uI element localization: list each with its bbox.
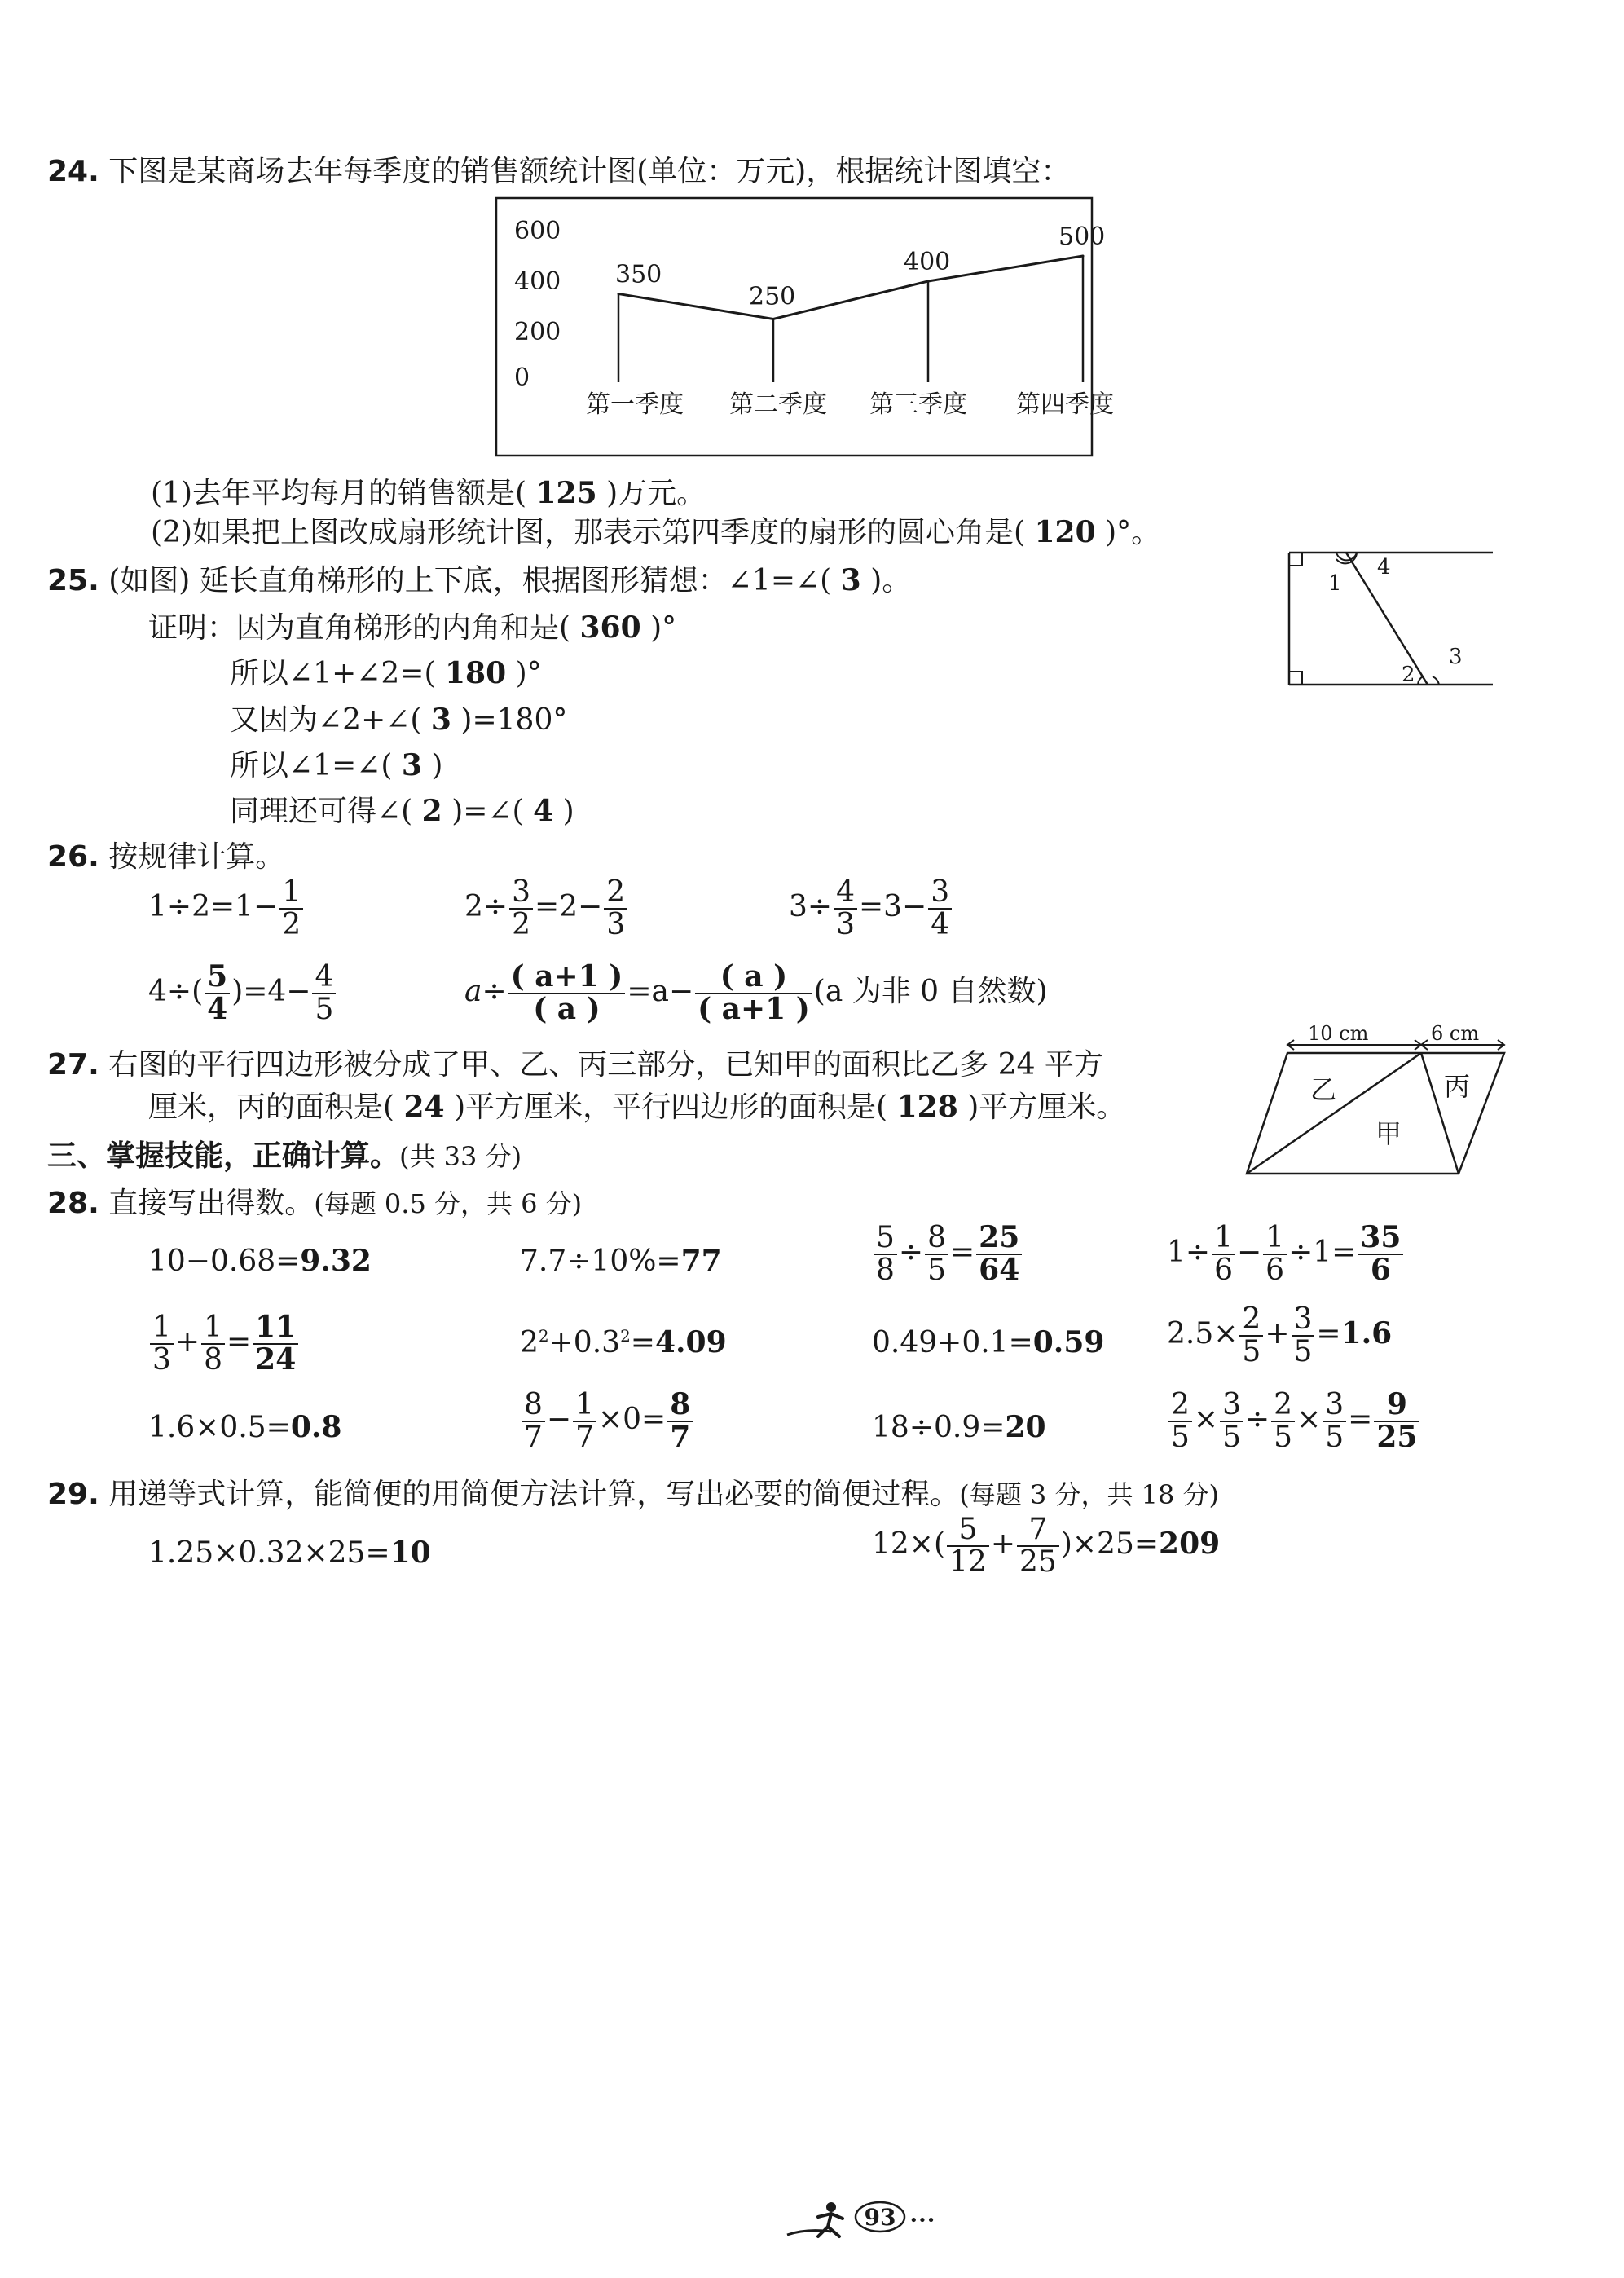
category-label: 第一季度	[586, 390, 684, 419]
prefix: 1÷	[1167, 1235, 1211, 1269]
denominator: 25	[1019, 1544, 1057, 1579]
q25-line1	[47, 557, 911, 599]
numerator: 2	[1271, 1390, 1295, 1422]
q25-l1-prefix: (如图) 延长直角梯形的上下底，根据图形猜想：∠1=∠(	[108, 564, 832, 597]
region-yi-label: 乙	[1310, 1074, 1337, 1105]
answer-fraction	[667, 1387, 693, 1454]
numerator: 5	[874, 1223, 897, 1255]
fraction	[925, 1223, 948, 1286]
data-label: 250	[749, 282, 796, 311]
data-point	[1082, 255, 1085, 258]
q25-l3-suffix: )°	[515, 657, 542, 690]
operator: −	[1236, 1235, 1262, 1269]
operator: ×	[1193, 1402, 1219, 1436]
data-point	[927, 280, 930, 283]
numerator: 3	[1220, 1390, 1243, 1422]
fraction	[947, 1514, 989, 1578]
numerator: 2	[1239, 1304, 1263, 1337]
denominator: 7	[670, 1419, 691, 1454]
q25-line6	[230, 788, 574, 830]
q29-note: (每题 3 分，共 18 分)	[959, 1479, 1219, 1510]
numerator: 8	[667, 1390, 693, 1422]
q25-l4-suffix: )=180°	[460, 703, 568, 737]
q26-expr3	[789, 877, 953, 941]
q28-r2c3	[872, 1325, 1104, 1359]
q26-e3-middle: =3−	[858, 889, 927, 923]
q25-l2-suffix: )°	[650, 611, 677, 645]
suffix: ÷1=	[1288, 1235, 1357, 1269]
q27-l2-suffix: )平方厘米。	[967, 1091, 1126, 1124]
denominator: 3	[836, 907, 855, 941]
denominator: 64	[979, 1252, 1020, 1287]
q28-r2c2	[520, 1325, 727, 1359]
q27-l2-prefix: 厘米，丙的面积是(	[148, 1091, 395, 1124]
fraction	[1212, 1223, 1235, 1286]
angle-label-3: 3	[1449, 645, 1463, 669]
prefix: 12×(	[872, 1527, 946, 1561]
numerator: 1	[201, 1312, 225, 1345]
region-jia-label: 甲	[1375, 1118, 1402, 1149]
q27-answer2: 128	[896, 1090, 958, 1124]
fraction	[928, 877, 952, 941]
right-angle-mark-bottom	[1289, 672, 1302, 685]
region-bing-label: 丙	[1444, 1071, 1471, 1102]
q27-l2-middle: )平方厘米，平行四边形的面积是(	[454, 1091, 888, 1124]
page-number: 93	[864, 2204, 896, 2231]
denominator: 5	[927, 1253, 946, 1287]
equals: =	[630, 1326, 655, 1359]
q25-l6-answer1: 2	[421, 794, 442, 828]
q26-expr1	[148, 877, 305, 941]
q27-answer1: 24	[403, 1090, 445, 1124]
operator: ÷	[898, 1235, 924, 1269]
denominator: 6	[1214, 1253, 1233, 1287]
q25-l6-suffix: )	[562, 795, 574, 828]
category-label: 第二季度	[729, 390, 827, 419]
y-tick-label: 0	[514, 364, 530, 392]
q28-r3c4	[1167, 1387, 1421, 1454]
section3-score: (共 33 分)	[399, 1141, 522, 1172]
q24-stem	[47, 148, 1070, 190]
q26-expr4	[148, 959, 337, 1026]
fraction	[834, 877, 857, 941]
fraction	[509, 877, 533, 941]
fraction	[1017, 1514, 1059, 1578]
q26-e3-prefix: 3÷	[789, 889, 833, 923]
operator: +	[1265, 1316, 1290, 1350]
answer: 10	[389, 1536, 431, 1570]
denominator: 7	[524, 1420, 543, 1454]
denominator: 12	[949, 1544, 987, 1579]
numerator: 9	[1374, 1390, 1419, 1422]
numerator: 1	[279, 877, 303, 910]
expression: 7.7÷10%=	[520, 1245, 681, 1278]
denominator: 3	[606, 907, 626, 941]
expression: 18÷0.9=	[872, 1411, 1006, 1444]
q25-l3-answer: 180	[444, 656, 507, 690]
denominator: 5	[1242, 1334, 1261, 1368]
q25-l1-suffix: )。	[870, 564, 912, 597]
answer-fraction	[205, 959, 230, 1026]
y-tick-label: 600	[514, 217, 561, 245]
numerator: ( a )	[695, 962, 812, 994]
fraction	[279, 877, 303, 941]
q25-l6-middle: )=∠(	[451, 795, 524, 828]
denominator: 5	[1171, 1420, 1190, 1454]
q24-sub2-answer: 120	[1034, 515, 1096, 549]
numerator: 1	[1263, 1223, 1287, 1255]
denominator: 8	[204, 1342, 222, 1377]
q25-l3-prefix: 所以∠1+∠2=(	[230, 657, 436, 690]
q28-note: (每题 0.5 分，共 6 分)	[314, 1188, 583, 1219]
q25-l4-answer: 3	[430, 703, 451, 737]
expression: 1.6×0.5=	[148, 1411, 291, 1444]
numerator: 8	[522, 1390, 545, 1422]
q26-number: 26.	[47, 840, 99, 874]
numerator: 5	[947, 1514, 989, 1547]
equals: =	[1348, 1402, 1373, 1436]
q28-r2c4	[1167, 1304, 1392, 1368]
base: 2	[520, 1326, 539, 1359]
q29-text: 用递等式计算，能简便的用简便方法计算，写出必要的简便过程。	[108, 1478, 960, 1511]
q25-l5-suffix: )	[431, 749, 443, 782]
denominator: 5	[1274, 1420, 1293, 1454]
numerator: 5	[205, 962, 230, 994]
right-angle-mark-top	[1289, 553, 1302, 566]
q25-line2	[148, 605, 676, 646]
numerator: 1	[150, 1312, 174, 1345]
section3-title: 三、掌握技能，正确计算。	[47, 1139, 400, 1173]
q25-line3	[230, 650, 542, 692]
operator: +	[174, 1324, 200, 1359]
fraction	[522, 1390, 545, 1453]
numerator: 3	[509, 877, 533, 910]
fraction	[1168, 1390, 1192, 1453]
denominator: 25	[1376, 1419, 1418, 1454]
parallelogram-figure	[1239, 1022, 1516, 1183]
denominator: ( a )	[533, 991, 601, 1026]
answer-fraction	[695, 959, 812, 1026]
fraction	[201, 1312, 225, 1376]
operator: ÷	[1244, 1402, 1270, 1436]
data-label: 350	[615, 260, 662, 289]
answer: 0.59	[1032, 1325, 1105, 1359]
answer: 77	[680, 1244, 722, 1278]
expression: 10−0.68=	[148, 1245, 301, 1278]
q27-number: 27.	[47, 1048, 99, 1082]
q25-l2-answer: 360	[579, 610, 641, 645]
denominator: 5	[315, 992, 334, 1026]
angle3-arc	[1433, 676, 1439, 685]
footer-dots: •••	[909, 2212, 935, 2229]
q24-sub1-prefix: (1)去年平均每月的销售额是(	[151, 477, 527, 510]
fraction	[1323, 1390, 1346, 1453]
prefix: 2.5×	[1167, 1316, 1239, 1350]
q28-r1c3	[872, 1220, 1023, 1287]
q28-r1c2	[520, 1244, 722, 1278]
operator: −	[546, 1402, 572, 1436]
fraction	[874, 1223, 897, 1286]
denominator: 2	[282, 907, 301, 941]
q26-e2-middle: =2−	[534, 889, 603, 923]
q28-stem	[47, 1180, 582, 1222]
q29-number: 29.	[47, 1478, 99, 1511]
category-label: 第三季度	[869, 390, 967, 419]
answer: 20	[1005, 1410, 1046, 1444]
denominator: 7	[575, 1420, 594, 1454]
denominator: 8	[876, 1253, 895, 1287]
angle-label-2: 2	[1402, 663, 1415, 687]
answer-fraction	[976, 1220, 1022, 1287]
denominator: 6	[1370, 1252, 1391, 1287]
q24-sub2-prefix: (2)如果把上图改成扇形统计图，那表示第四季度的扇形的圆心角是(	[151, 516, 1026, 549]
numerator: 3	[1292, 1304, 1315, 1337]
q29-expr1	[148, 1536, 431, 1570]
q28-r3c1	[148, 1410, 341, 1444]
fraction	[573, 1390, 596, 1453]
q26-stem	[47, 834, 284, 875]
answer: 9.32	[300, 1244, 372, 1278]
numerator: ( a+1 )	[508, 962, 626, 994]
q28-r2c1	[148, 1312, 300, 1376]
answer-fraction	[1358, 1220, 1403, 1287]
fraction	[1292, 1304, 1315, 1368]
fraction	[1263, 1223, 1287, 1286]
q25-l5-prefix: 所以∠1=∠(	[230, 749, 393, 782]
fraction	[1239, 1304, 1263, 1368]
q24-sub1-answer: 125	[535, 476, 597, 510]
q29-stem	[47, 1471, 1219, 1513]
trapezoid-figure	[1279, 544, 1499, 691]
numerator: 2	[604, 877, 627, 910]
section3-heading	[47, 1133, 522, 1174]
denominator: 6	[1265, 1253, 1285, 1287]
equals: =	[949, 1235, 975, 1269]
denominator: 4	[931, 907, 950, 941]
q26-e5-note: (a 为非 0 自然数)	[813, 974, 1048, 1008]
fraction	[1271, 1390, 1295, 1453]
fraction	[1220, 1390, 1243, 1453]
angle2-arc	[1418, 676, 1423, 685]
denominator: 5	[1293, 1334, 1313, 1368]
dim-label-6cm: 6 cm	[1431, 1022, 1480, 1045]
q27-line2	[148, 1084, 1125, 1126]
q25-l5-answer: 3	[401, 748, 422, 782]
q25-line5	[230, 742, 442, 784]
exponent: 2	[538, 1326, 549, 1346]
q27-line1	[47, 1042, 1103, 1083]
numerator: 4	[834, 877, 857, 910]
suffix: )×25=	[1060, 1527, 1160, 1561]
q25-line4	[230, 697, 567, 738]
expression: 0.49+0.1=	[872, 1326, 1033, 1359]
numerator: 1	[573, 1390, 596, 1422]
q28-r3c3	[872, 1410, 1046, 1444]
numerator: 3	[928, 877, 952, 910]
q26-e4-prefix: 4÷(	[148, 974, 204, 1008]
q28-r1c1	[148, 1244, 372, 1278]
fraction	[604, 877, 627, 941]
q26-expr2	[464, 877, 629, 941]
numerator: 35	[1358, 1223, 1403, 1255]
q28-r3c2	[520, 1387, 694, 1454]
numerator: 4	[312, 962, 336, 994]
operator: ×	[1296, 1402, 1322, 1436]
diagonal-line	[1247, 1053, 1421, 1174]
q28-number: 28.	[47, 1187, 99, 1220]
operator: +	[990, 1527, 1016, 1561]
suffix: ×0=	[597, 1402, 667, 1436]
q24-text: 下图是某商场去年每季度的销售额统计图(单位：万元)，根据统计图填空：	[108, 155, 1071, 188]
numerator: 8	[925, 1223, 948, 1255]
answer-fraction	[508, 959, 626, 1026]
numerator: 3	[1323, 1390, 1346, 1422]
answer-fraction	[253, 1312, 298, 1376]
series-line	[618, 256, 1083, 319]
fraction	[312, 962, 336, 1025]
answer: 0.8	[290, 1410, 342, 1444]
q24-number: 24.	[47, 155, 99, 188]
answer: 209	[1159, 1526, 1221, 1561]
q29-expr2	[872, 1514, 1220, 1578]
q26-text: 按规律计算。	[108, 840, 285, 874]
denominator: 5	[1325, 1420, 1345, 1454]
denominator: ( a+1 )	[698, 991, 810, 1026]
chart-marks	[514, 217, 1114, 419]
q24-sub2	[151, 509, 1160, 551]
numerator: 11	[253, 1312, 298, 1345]
q26-e2-prefix: 2÷	[464, 889, 508, 923]
q24-sub1	[151, 470, 706, 512]
q25-l2-prefix: 证明：因为直角梯形的内角和是(	[148, 611, 571, 645]
q25-l4-prefix: 又因为∠2+∠(	[230, 703, 422, 737]
q26-e5-prefix: a÷	[464, 974, 507, 1008]
q27-l1-text: 右图的平行四边形被分成了甲、乙、丙三部分，已知甲的面积比乙多 24 平方	[108, 1048, 1103, 1082]
data-point	[618, 293, 620, 295]
q28-r1c4	[1167, 1220, 1405, 1287]
data-label: 500	[1058, 223, 1106, 251]
expression: 1.25×0.32×25=	[148, 1536, 390, 1570]
data-label: 400	[904, 248, 951, 276]
category-label: 第四季度	[1016, 390, 1114, 419]
denominator: 5	[1222, 1420, 1241, 1454]
page-footer	[782, 2192, 962, 2249]
q28-text: 直接写出得数。	[108, 1187, 315, 1220]
equals: =	[1316, 1316, 1341, 1350]
q26-expr5	[464, 959, 1048, 1026]
y-tick-label: 400	[514, 267, 561, 296]
q24-sub2-suffix: )°。	[1105, 516, 1161, 549]
q26-e1-prefix: 1÷2=1−	[148, 889, 279, 923]
answer: 4.09	[654, 1325, 727, 1359]
angle-label-4: 4	[1377, 555, 1391, 579]
q24-sub1-suffix: )万元。	[606, 477, 706, 510]
q26-e4-middle: )=4−	[231, 974, 311, 1008]
denominator: 24	[255, 1342, 297, 1377]
denominator: 3	[152, 1342, 171, 1377]
y-tick-label: 200	[514, 318, 561, 346]
answer-fraction	[1374, 1387, 1419, 1454]
denominator: 4	[207, 991, 228, 1026]
sales-line-chart	[495, 196, 1114, 457]
exponent: 2	[620, 1326, 631, 1346]
numerator: 7	[1017, 1514, 1059, 1547]
numerator: 2	[1168, 1390, 1192, 1422]
data-point	[772, 318, 775, 320]
denominator: 2	[512, 907, 530, 941]
angle-label-1: 1	[1328, 571, 1342, 596]
numerator: 25	[976, 1223, 1022, 1255]
answer: 1.6	[1340, 1315, 1393, 1350]
equals: =	[226, 1324, 252, 1359]
dim-label-10cm: 10 cm	[1308, 1022, 1369, 1045]
base: +0.3	[548, 1326, 621, 1359]
q26-e5-middle: =a−	[627, 974, 694, 1008]
numerator: 1	[1212, 1223, 1235, 1255]
q25-number: 25.	[47, 564, 99, 597]
q25-l6-answer2: 4	[533, 794, 554, 828]
q25-l6-prefix: 同理还可得∠(	[230, 795, 413, 828]
q25-l1-answer: 3	[840, 563, 861, 597]
fraction	[150, 1312, 174, 1376]
